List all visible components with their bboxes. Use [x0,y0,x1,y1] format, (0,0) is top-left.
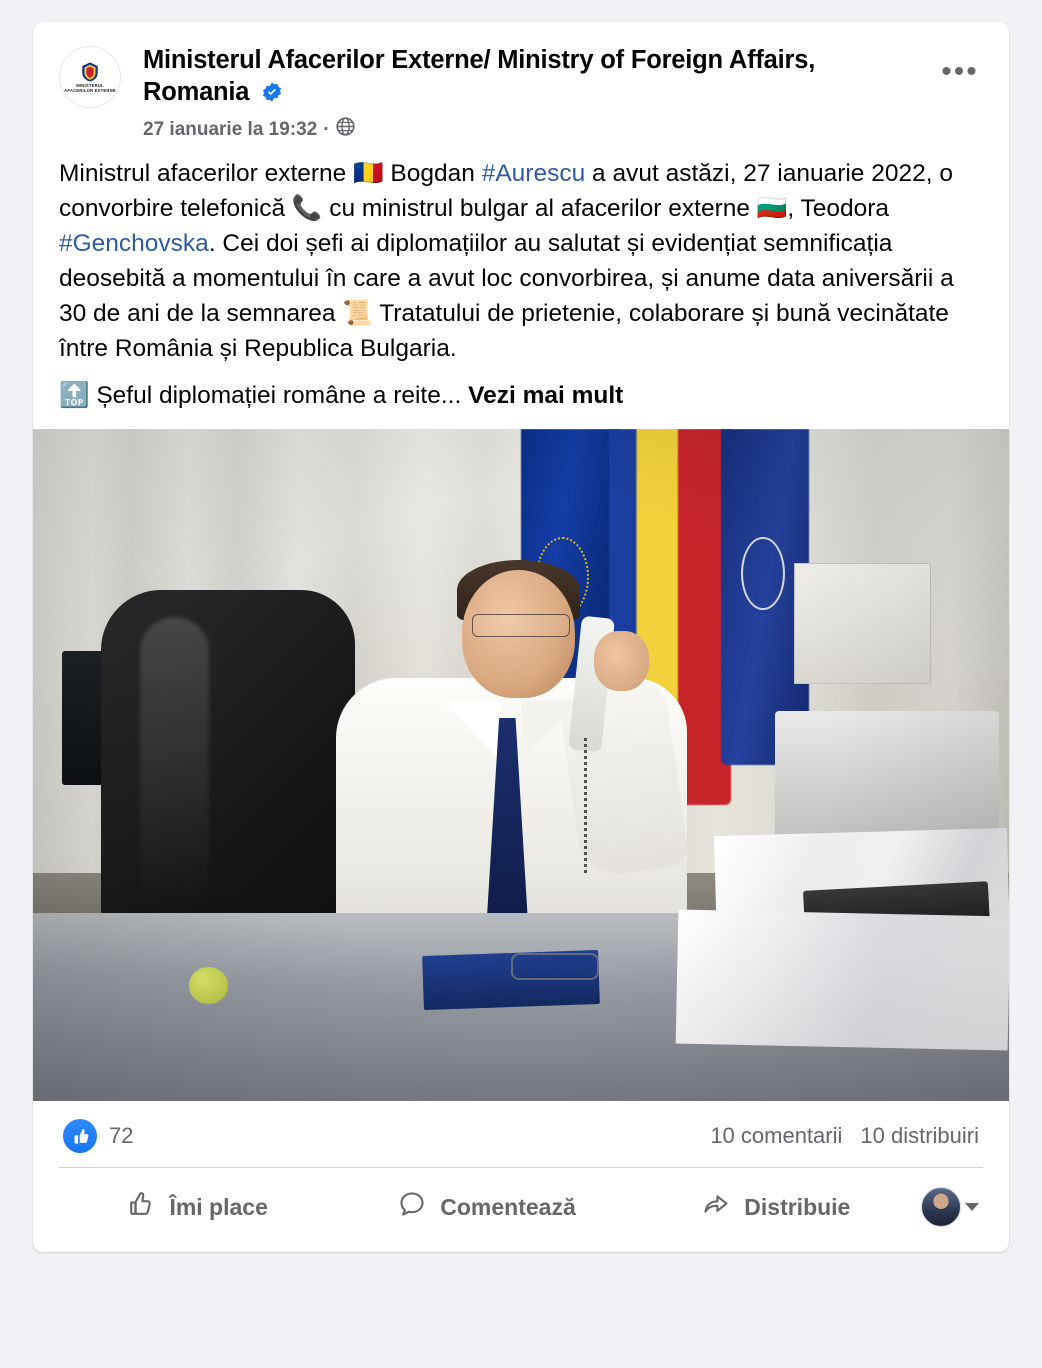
post-paragraph-2 [59,378,983,413]
post-meta [143,117,927,142]
hashtag-genchovska[interactable]: #Genchovska [59,230,209,257]
text-part-1: Ministrul afacerilor externe [59,160,354,187]
post-header [33,22,1009,148]
share-button-label: Distribuie [744,1193,851,1220]
text-part-6: . Cei doi șefi ai diplomațiilor au salutat și evidențiat semnificația deosebită a momentului în care a avut loc convorbirea, și anume data aniversării a 30 de ani de la semnarea [59,230,954,327]
see-more-link[interactable]: Vezi mai mult [468,382,624,409]
comment-count[interactable]: 10 comentarii [710,1123,843,1148]
top-emoji: 🔝 [59,382,90,409]
post-photo[interactable] [33,429,1009,1101]
globe-icon[interactable] [336,117,355,142]
text-part-4: cu ministrul bulgar al afacerilor externe [322,195,757,222]
text-part-5: , Teodora [787,195,890,222]
flag-romania-emoji: 🇷🇴 [353,160,384,187]
scroll-emoji: 📜 [342,300,373,327]
share-count[interactable]: 10 distribuiri [860,1123,979,1148]
like-button-label: Îmi place [169,1193,268,1220]
hashtag-aurescu[interactable]: #Aurescu [481,160,586,187]
post-options-button[interactable]: ••• [941,55,979,88]
verified-badge-icon [261,79,283,111]
thumbs-up-icon [63,1119,97,1153]
text-part-7: Tratatului de prietenie, colaborare și bună vecinătate între România și Republica Bulgaria. [59,300,949,362]
text-part-3: a avut astăzi, 27 ianuarie 2022, o convorbire telefonică [59,160,953,222]
profile-switcher[interactable] [921,1187,989,1227]
comment-bubble-icon [398,1190,426,1224]
post-header-text [121,44,937,142]
phone-emoji: 📞 [291,195,323,222]
comments-shares-group [710,1123,979,1149]
post-paragraph-1 [59,156,983,366]
text-part-2: Bogdan [383,160,482,187]
share-arrow-icon [702,1190,730,1224]
avatar-text-line1: MINISTERUL [76,82,104,88]
ministry-crest-icon [79,62,101,82]
page-avatar[interactable] [59,46,121,108]
reactions-group[interactable] [63,1119,133,1153]
facebook-post-card [33,22,1009,1252]
engagement-summary [33,1101,1009,1167]
user-avatar-icon [921,1187,961,1227]
thumbs-up-outline-icon [127,1190,155,1224]
text-part-8: Șeful diplomației române a reite... [89,382,462,409]
comment-button[interactable] [342,1178,631,1236]
like-button[interactable] [53,1178,342,1236]
photo-vignette [33,429,1009,1101]
comment-button-label: Comentează [440,1193,576,1220]
reaction-count: 72 [109,1123,134,1148]
flag-bulgaria-emoji: 🇧🇬 [756,195,788,222]
chevron-down-icon [965,1203,979,1211]
page-name-label: Ministerul Afacerilor Externe/ Ministry of Foreign Affairs, Romania [143,46,816,106]
meta-separator: · [323,118,330,140]
post-timestamp[interactable]: 27 ianuarie la 19:32 [143,118,318,140]
share-button[interactable] [632,1178,921,1236]
page-name[interactable] [143,44,927,111]
avatar-text-line2: AFACERILOR EXTERNE [64,87,116,93]
post-text [33,148,1009,429]
post-actions [33,1168,1009,1252]
